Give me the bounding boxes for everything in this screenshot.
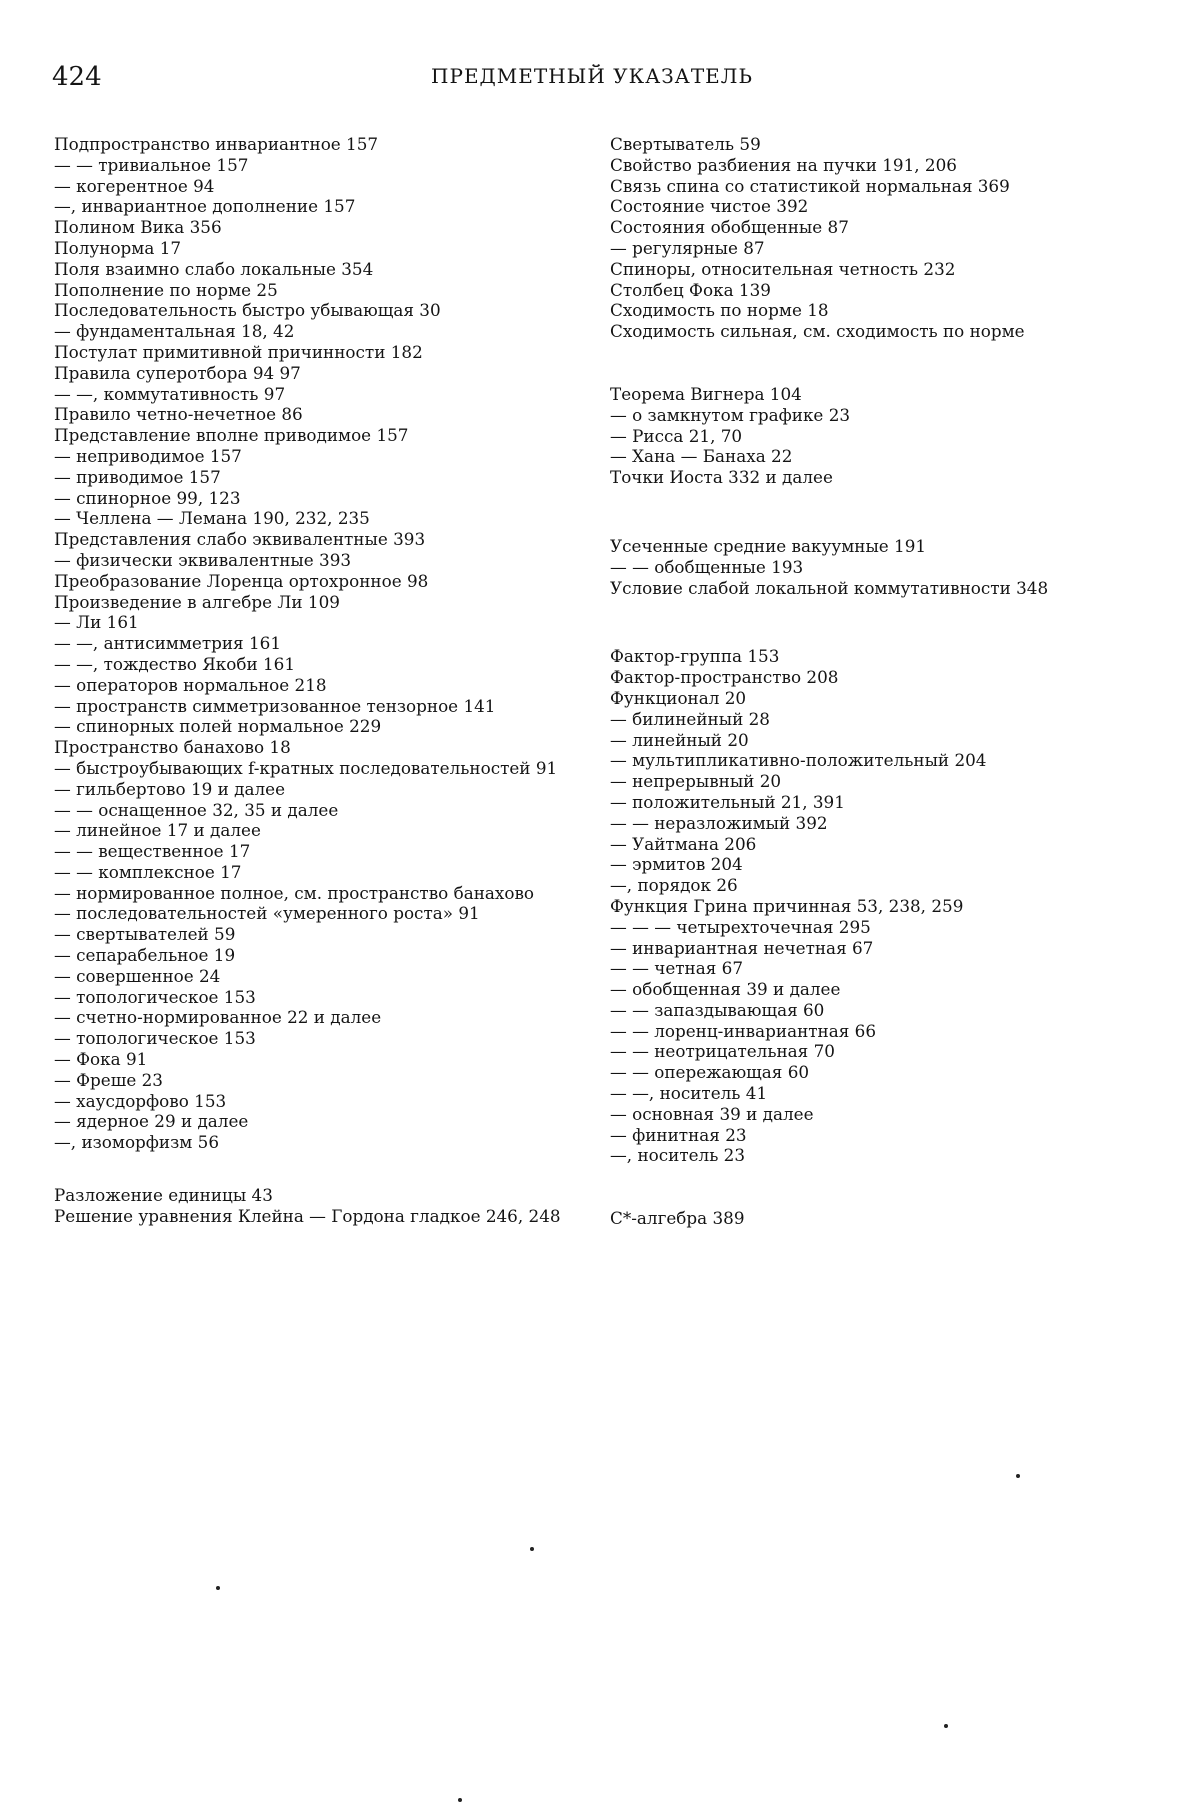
index-entry: Точки Иоста 332 и далее: [610, 467, 833, 488]
index-entry: — спинорных полей нормальное 229: [54, 716, 382, 737]
index-entry: — мультипликативно-положительный 204: [610, 750, 987, 771]
index-entry: — — четная 67: [610, 958, 744, 979]
index-entry: — быстроубывающих f-кратных последовательностей 91: [54, 757, 558, 778]
index-entry: — —, антисимметрия 161: [54, 633, 282, 654]
index-entry: Правила суперотбора 94 97: [54, 362, 301, 383]
index-entry: Произведение в алгебре Ли 109: [54, 591, 340, 612]
index-entry: — линейное 17 и далее: [54, 820, 261, 841]
index-entry: —, носитель 23: [610, 1145, 746, 1166]
index-entry: — —, тождество Якоби 161: [54, 653, 296, 674]
index-entry: Связь спина со статистикой нормальная 369: [610, 175, 1010, 196]
index-entry: — — неразложимый 392: [610, 812, 828, 833]
index-entry: — — тривиальное 157: [54, 154, 249, 175]
index-entry: — — — четырехточечная 295: [610, 916, 871, 937]
index-entry: — фундаментальная 18, 42: [54, 321, 295, 342]
index-entry: Последовательность быстро убывающая 30: [54, 300, 441, 321]
index-entry: — — неотрицательная 70: [610, 1041, 835, 1062]
index-entry: — линейный 20: [610, 729, 749, 750]
section-gap: [610, 1166, 1126, 1208]
index-entry: Пополнение по норме 25: [54, 279, 278, 300]
index-entry: — счетно-нормированное 22 и далее: [54, 1007, 382, 1028]
index-entry: — — комплексное 17: [54, 861, 242, 882]
index-entry: Свойство разбиения на пучки 191, 206: [610, 154, 957, 175]
index-entry: Условие слабой локальной коммутативности 348: [610, 577, 1049, 598]
index-entry: — Рисса 21, 70: [610, 425, 743, 446]
index-entry: — — опережающая 60: [610, 1062, 810, 1083]
index-entry: Поля взаимно слабо локальные 354: [54, 258, 374, 279]
index-entry: — Фреше 23: [54, 1069, 163, 1090]
index-column-left: [54, 134, 566, 1227]
index-entry: Полином Вика 356: [54, 217, 222, 238]
index-entry: Пространство банахово 18: [54, 737, 291, 758]
index-entry: — последовательностей «умеренного роста» 91: [54, 903, 480, 924]
index-column-right: [610, 134, 1126, 1229]
index-entry: — Челлена — Лемана 190, 232, 235: [54, 508, 370, 529]
page-number: 424: [52, 62, 102, 92]
index-entry: — положительный 21, 391: [610, 791, 845, 812]
index-entry: — финитная 23: [610, 1124, 747, 1145]
index-entry: — нормированное полное, см. пространство банахово: [54, 882, 535, 903]
index-entry: Полунорма 17: [54, 237, 182, 258]
index-entry: — Хана — Банаха 22: [610, 446, 793, 467]
index-entry: — основная 39 и далее: [610, 1103, 814, 1124]
index-entry: — эрмитов 204: [610, 854, 743, 875]
index-entry: Спиноры, относительная четность 232: [610, 258, 956, 279]
index-entry: C*-алгебра 389: [610, 1208, 745, 1229]
index-entry: — регулярные 87: [610, 237, 765, 258]
index-entry: — — вещественное 17: [54, 841, 251, 862]
index-entry: Правило четно-нечетное 86: [54, 404, 303, 425]
index-entry: — инвариантная нечетная 67: [610, 937, 874, 958]
index-entry: —, инвариантное дополнение 157: [54, 196, 356, 217]
index-entry: Свертыватель 59: [610, 134, 761, 154]
index-entry: — — лоренц-инвариантная 66: [610, 1020, 877, 1041]
index-entry: — совершенное 24: [54, 965, 221, 986]
index-entry: Фактор-группа 153: [610, 646, 780, 667]
index-entry: — о замкнутом графике 23: [610, 404, 851, 425]
index-entry: — пространств симметризованное тензорное 141: [54, 695, 496, 716]
index-entry: Представления слабо эквивалентные 393: [54, 529, 426, 550]
index-entry: — непрерывный 20: [610, 771, 782, 792]
running-title: ПРЕДМЕТНЫЙ УКАЗАТЕЛЬ: [431, 64, 753, 88]
page-header: [52, 62, 1132, 98]
section-gap: [610, 488, 1126, 536]
index-entry: Теорема Вигнера 104: [610, 383, 802, 404]
index-entry: — ядерное 29 и далее: [54, 1111, 249, 1132]
index-entry: Состояния обобщенные 87: [610, 217, 849, 238]
index-entry: Разложение единицы 43: [54, 1185, 273, 1206]
index-entry: Преобразование Лоренца ортохронное 98: [54, 570, 429, 591]
index-entry: — свертывателей 59: [54, 924, 236, 945]
index-entry: Функционал 20: [610, 687, 747, 708]
index-entry: Сходимость сильная, см. сходимость по норме: [610, 321, 1025, 342]
index-entry: — топологическое 153: [54, 1028, 256, 1049]
index-entry: — приводимое 157: [54, 466, 221, 487]
index-entry: Состояние чистое 392: [610, 196, 809, 217]
index-entry: — —, носитель 41: [610, 1083, 768, 1104]
section-gap: [610, 342, 1126, 384]
index-entry: — гильбертово 19 и далее: [54, 778, 286, 799]
index-entry: — сепарабельное 19: [54, 945, 236, 966]
index-entry: — когерентное 94: [54, 175, 215, 196]
index-entry: — — обобщенные 193: [610, 556, 804, 577]
index-entry: Подпространство инвариантное 157: [54, 134, 379, 154]
index-entry: Решение уравнения Клейна — Гордона гладкое 246, 248: [54, 1205, 561, 1226]
index-entry: — неприводимое 157: [54, 445, 242, 466]
index-entry: —, порядок 26: [610, 875, 738, 896]
section-gap: [610, 598, 1126, 646]
index-entry: — топологическое 153: [54, 986, 256, 1007]
index-entry: — — запаздывающая 60: [610, 999, 825, 1020]
index-entry: — Фока 91: [54, 1049, 148, 1070]
index-entry: Сходимость по норме 18: [610, 300, 829, 321]
index-entry: — физически эквивалентные 393: [54, 549, 352, 570]
index-entry: — Уайтмана 206: [610, 833, 757, 854]
index-entry: Функция Грина причинная 53, 238, 259: [610, 895, 964, 916]
index-entry: — — оснащенное 32, 35 и далее: [54, 799, 339, 820]
index-entry: Усеченные средние вакуумные 191: [610, 535, 927, 556]
index-entry: — хаусдорфово 153: [54, 1090, 227, 1111]
index-entry: —, изоморфизм 56: [54, 1132, 220, 1153]
index-entry: — Ли 161: [54, 612, 139, 633]
index-entry: — обобщенная 39 и далее: [610, 979, 841, 1000]
index-entry: Представление вполне приводимое 157: [54, 425, 409, 446]
index-entry: Фактор-пространство 208: [610, 667, 839, 688]
index-entry: — спинорное 99, 123: [54, 487, 241, 508]
section-gap: [54, 1153, 566, 1185]
index-entry: — билинейный 28: [610, 708, 770, 729]
index-entry: — —, коммутативность 97: [54, 383, 286, 404]
index-entry: Постулат примитивной причинности 182: [54, 341, 423, 362]
index-entry: — операторов нормальное 218: [54, 674, 327, 695]
index-entry: Столбец Фока 139: [610, 279, 771, 300]
